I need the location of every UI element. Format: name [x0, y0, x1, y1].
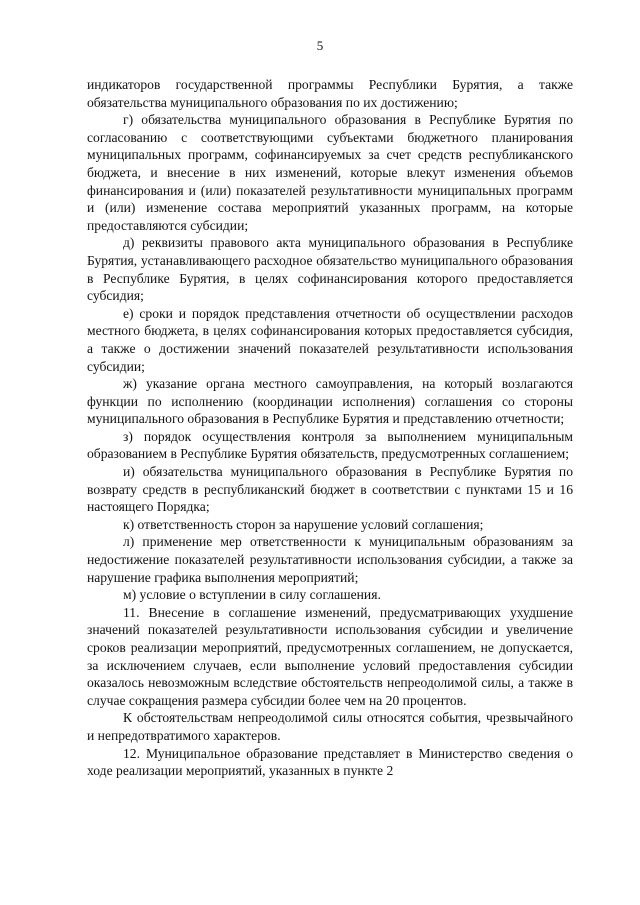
- paragraph: м) условие о вступлении в силу соглашения.: [123, 587, 381, 603]
- paragraph: индикаторов государственной программы Республики Бурятия, а также обязательства муниципального образования по их достижению;: [87, 77, 573, 110]
- paragraph: и) обязательства муниципального образования в Республике Бурятия по возврату средств в республиканский бюджет в соответствии с пунктами 15 и 16 настоящего Порядка;: [87, 464, 573, 515]
- paragraph: К обстоятельствам непреодолимой силы относятся события, чрезвычайного и непредотвратимого характеров.: [87, 710, 573, 743]
- document-body: [87, 76, 573, 780]
- paragraph: к) ответственность сторон за нарушение условий соглашения;: [123, 516, 484, 532]
- page-number: 5: [316, 38, 324, 53]
- paragraph: з) порядок осуществления контроля за выполнением муниципальным образованием в Республике Бурятия обязательств, предусмотренных соглашением;: [87, 428, 573, 462]
- paragraph: е) сроки и порядок представления отчетности об осуществлении расходов местного бюджета, в целях софинансирования которых предоставляется субсидия, а также о достижении значений показателей результативности использования субсидии;: [87, 305, 573, 374]
- paragraph: г) обязательства муниципального образования в Республике Бурятия по согласованию с соответствующими субъектами бюджетного планирования муниципальных программ, софинансируемых за счет средств республиканского бюджета, и внесение в них изменений, которые влекут изменения объемов финансирования и (или) показателей результативности муниципальных программ и (или) изменение состава мероприятий указанных программ, на которые предоставляются субсидии;: [87, 112, 573, 233]
- paragraph: ж) указание органа местного самоуправления, на который возлагаются функции по исполнению (координации исполнения) соглашения со стороны муниципального образования в Республике Бурятия и представлению отчетности;: [87, 376, 573, 427]
- paragraph: 12. Муниципальное образование представляет в Министерство сведения о ходе реализации мероприятий, указанных в пункте 2: [87, 745, 573, 779]
- paragraph: д) реквизиты правового акта муниципального образования в Республике Бурятия, устанавливающего расходное обязательство муниципального образования в Республике Бурятия, в целях софинансирования которого предоставляется субсидия;: [87, 235, 573, 304]
- paragraph: л) применение мер ответственности к муниципальным образованиям за недостижение показателей результативности использования субсидии, а также за нарушение графика выполнения мероприятий;: [87, 534, 573, 585]
- paragraph: 11. Внесение в соглашение изменений, предусматривающих ухудшение значений показателей результативности использования субсидии и увеличение сроков реализации мероприятий, предусмотренных соглашением, не допускается, за исключением случаев, если выполнение условий предоставления субсидии оказалось невозможным вследствие обстоятельств непреодолимой силы, а также в случае сокращения размера субсидии более чем на 20 процентов.: [87, 604, 573, 708]
